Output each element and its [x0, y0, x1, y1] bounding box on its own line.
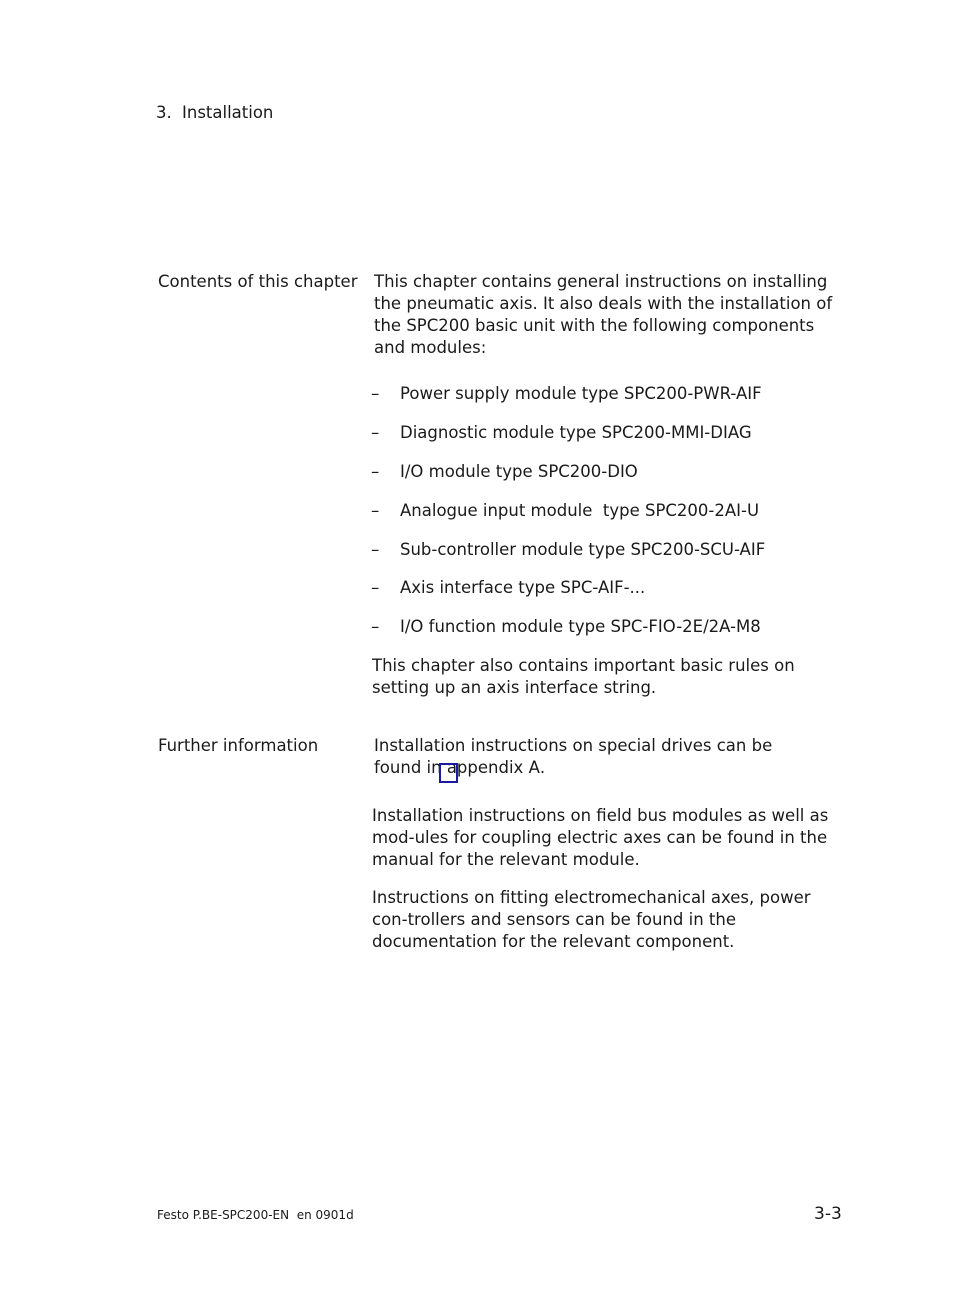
contents-outro-paragraph: This chapter also contains important basic rules on setting up an axis interface string.: [372, 656, 795, 697]
list-bullet: –: [371, 617, 380, 636]
footer-page-number: 3-3: [814, 1204, 842, 1224]
footer-document-id: Festo P.BE-SPC200-EN en 0901d: [157, 1208, 354, 1222]
list-item-text: Power supply module type SPC200-PWR-AIF: [400, 384, 762, 403]
further-info-paragraph-3: Instructions on fitting electromechanical axes, power con-trollers and sensors can be found in the documentation for the relevant component.: [372, 888, 811, 951]
list-item: [371, 616, 761, 638]
list-item-text: Analogue input module type SPC200-2AI-U: [400, 501, 760, 520]
list-item: [371, 539, 765, 561]
chapter-number: 3.: [156, 103, 172, 122]
list-item-text: Sub-controller module type SPC200-SCU-AIF: [400, 540, 766, 559]
list-bullet: –: [371, 384, 380, 403]
list-bullet: –: [371, 462, 380, 481]
list-item-text: Diagnostic module type SPC200-MMI-DIAG: [400, 423, 752, 442]
paragraph-text: .: [539, 758, 546, 777]
list-bullet: –: [371, 501, 380, 520]
contents-intro-paragraph: This chapter contains general instructions on installing the pneumatic axis. It also deals with the installation of the SPC200 basic unit with the following components and modules:: [374, 272, 833, 357]
appendix-cross-reference[interactable]: A: [528, 758, 540, 777]
list-item-text: Axis interface type SPC-AIF-...: [400, 578, 646, 597]
cross-reference-box[interactable]: [439, 763, 458, 783]
contents-side-label: Contents of this chapter: [158, 272, 358, 291]
list-item: [371, 422, 752, 444]
list-item: [371, 383, 762, 405]
list-item: [371, 500, 759, 522]
chapter-title: Installation: [182, 103, 274, 122]
further-info-side-label: Further information: [158, 736, 319, 755]
paragraph-text: Installation instructions on special drives can be found in appendix: [374, 736, 773, 777]
list-bullet: –: [371, 578, 380, 597]
list-item-text: I/O module type SPC200-DIO: [400, 462, 638, 481]
list-bullet: –: [371, 423, 380, 442]
list-item: [371, 577, 645, 599]
chapter-header: [156, 102, 273, 124]
list-bullet: –: [371, 540, 380, 559]
further-info-paragraph-2: Installation instructions on field bus modules as well as mod-ules for coupling electric axes can be found in the manual for the relevant module.: [372, 806, 829, 869]
list-item-text: I/O function module type SPC-FIO-2E/2A-M8: [400, 617, 761, 636]
list-item: [371, 461, 638, 483]
